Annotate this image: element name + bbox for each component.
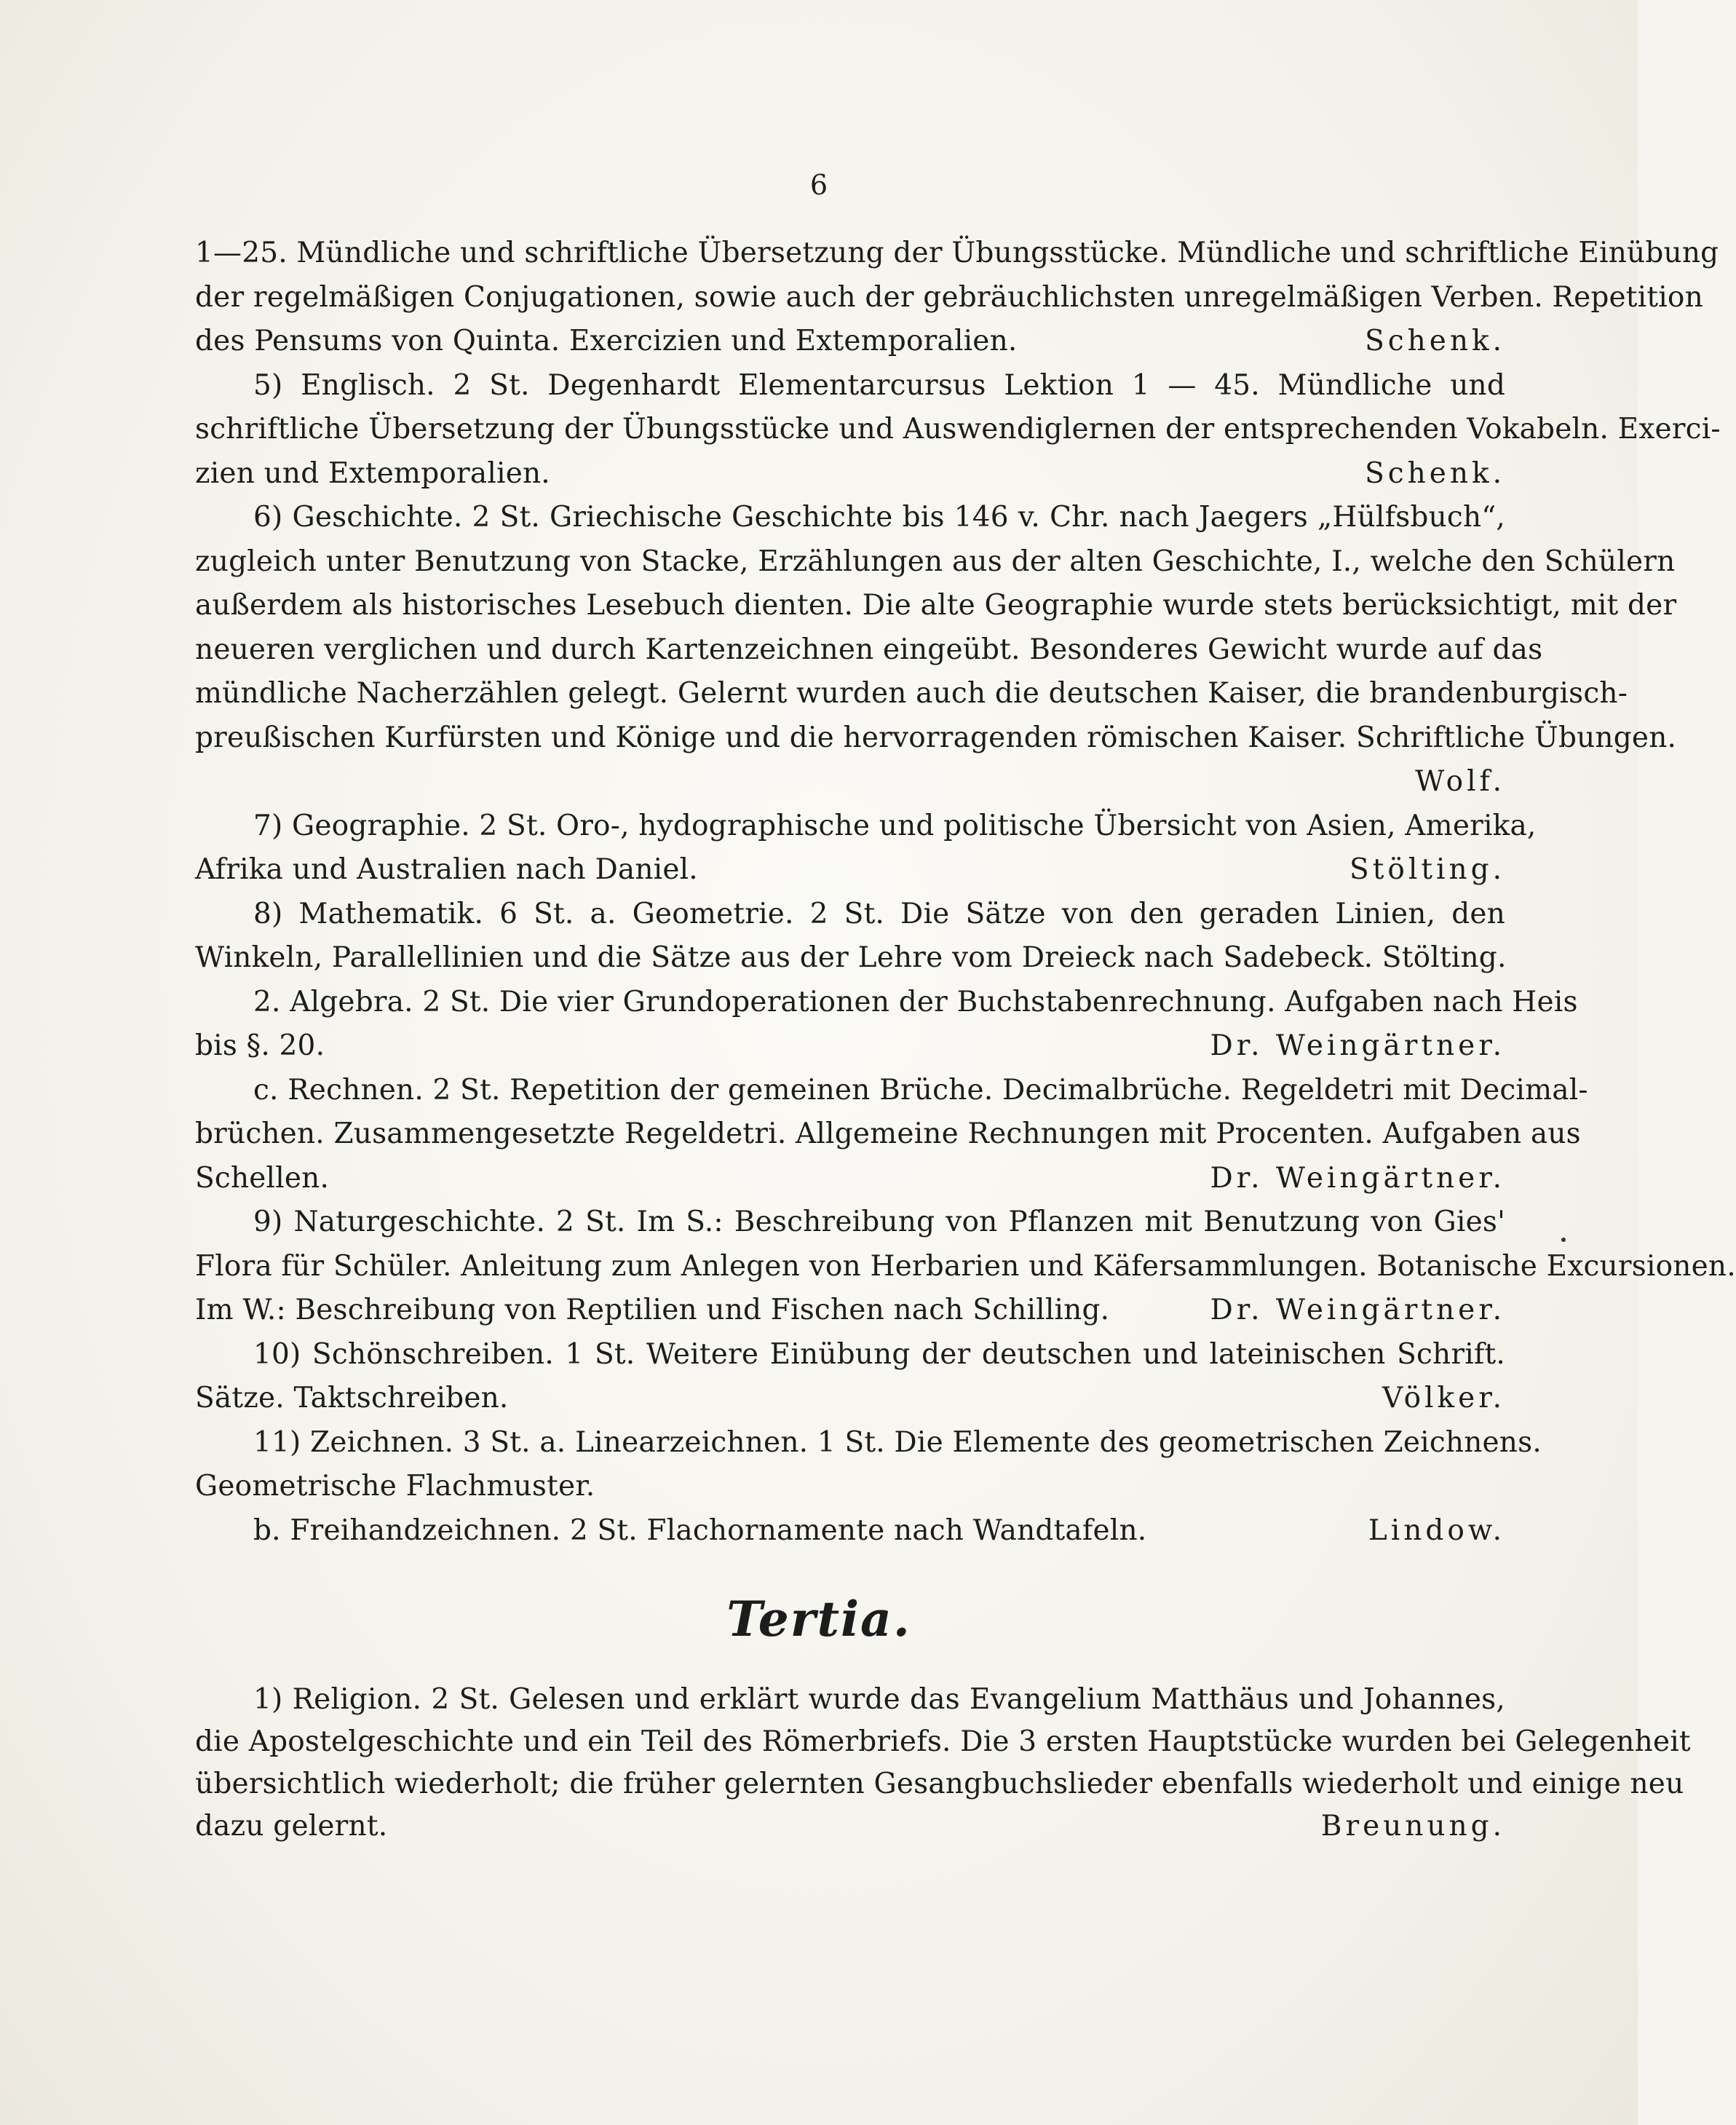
section-heading-tertia: Tertia. (726, 1591, 911, 1647)
text-line (195, 320, 1505, 363)
line-text: 11) Zeichnen. 3 St. a. Linearzeichnen. 1 St. Die Elemente des geometrischen Zeichnens. (253, 1425, 1542, 1459)
text-line (253, 1069, 1588, 1112)
text-line (195, 936, 1505, 980)
line-text: zien und Extemporalien. (195, 456, 550, 490)
line-text: brüchen. Zusammengesetzte Regeldetri. Allgemeine Rechnungen mit Procenten. Aufgaben aus (195, 1117, 1581, 1150)
line-text: Flora für Schüler. Anleitung zum Anlegen von Herbarien und Käfersammlungen. Botanische Excursionen. (195, 1249, 1736, 1283)
page-number: 6 (809, 169, 828, 201)
text-line (253, 981, 1578, 1024)
line-text: 9) Naturgeschichte. 2 St. Im S.: Beschreibung von Pflanzen mit Benutzung von Gies' (253, 1206, 1505, 1238)
line-text: mündliche Nacherzählen gelegt. Gelernt wurden auch die deutschen Kaiser, die brandenburgisch- (195, 677, 1628, 710)
text-line (253, 1200, 1505, 1244)
text-line (253, 496, 1505, 539)
line-text: der regelmäßigen Conjugationen, sowie auch der gebräuchlichsten unregelmäßigen Verben. Repetition (195, 280, 1703, 314)
line-text: Afrika und Australien nach Daniel. (195, 853, 698, 886)
line-text: die Apostelgeschichte und ein Teil des Römerbriefs. Die 3 ersten Hauptstücke wurden bei Gelegenheit (195, 1725, 1691, 1758)
line-text: außerdem als historisches Lesebuch dienten. Die alte Geographie wurde stets berücksichtigt, mit der (195, 589, 1677, 622)
line-text: Geometrische Flachmuster. (195, 1470, 595, 1503)
text-line (195, 1465, 1505, 1508)
line-text: Sätze. Taktschreiben. (195, 1382, 509, 1414)
text-line (195, 584, 1677, 628)
line-text: schriftliche Übersetzung der Übungsstücke und Auswendiglernen der entsprechenden Vokabeln. Exerci- (195, 413, 1721, 446)
line-text: b. Freihandzeichnen. 2 St. Flachornamente nach Wandtafeln. (253, 1513, 1147, 1547)
text-line (195, 1720, 1691, 1764)
teacher-name: Wolf. (1415, 765, 1505, 798)
text-line (195, 1112, 1581, 1156)
text-line (253, 1678, 1505, 1722)
text-line (195, 452, 1505, 496)
text-line (195, 672, 1628, 716)
line-text: preußischen Kurfürsten und Könige und die hervorragenden römischen Kaiser. Schriftliche Übungen. (195, 721, 1677, 754)
teacher-name: Schenk. (1365, 456, 1505, 490)
line-text: 1) Religion. 2 St. Gelesen und erklärt wurde das Evangelium Matthäus und Johannes, (253, 1683, 1505, 1716)
line-text: 2. Algebra. 2 St. Die vier Grundoperationen der Buchstabenrechnung. Aufgaben nach Heis (253, 985, 1578, 1018)
line-text: 7) Geographie. 2 St. Oro-, hydographische und politische Übersicht von Asien, Amerika, (253, 809, 1537, 842)
teacher-name: Völker. (1382, 1382, 1505, 1414)
line-text: Schellen. (195, 1161, 330, 1195)
teacher-name: Schenk. (1365, 325, 1505, 357)
text-line (253, 804, 1537, 848)
text-line (195, 232, 1719, 275)
text-line (195, 1762, 1684, 1806)
line-text: übersichtlich wiederholt; die früher gelernten Gesangbuchslieder ebenfalls wiederholt und einige neu (195, 1768, 1684, 1800)
teacher-name: Breunung. (1320, 1810, 1505, 1843)
teacher-name: Dr. Weingärtner. (1210, 1161, 1505, 1195)
teacher-name: Stölting. (1349, 853, 1505, 886)
line-text: des Pensums von Quinta. Exercizien und Extemporalien. (195, 325, 1018, 357)
text-line (253, 364, 1505, 408)
line-text: 1—25. Mündliche und schriftliche Übersetzung der Übungsstücke. Mündliche und schriftliche Einübung (195, 237, 1719, 269)
text-line (195, 628, 1543, 672)
line-text: 8) Mathematik. 6 St. a. Geometrie. 2 St. Die Sätze von den geraden Linien, den (253, 897, 1505, 930)
teacher-name: Dr. Weingärtner. (1210, 1029, 1505, 1062)
line-text: Winkeln, Parallellinien und die Sätze aus der Lehre vom Dreieck nach Sadebeck. Stölting. (195, 941, 1507, 974)
text-line (195, 1157, 1505, 1200)
text-line (195, 1024, 1505, 1068)
line-text: 6) Geschichte. 2 St. Griechische Geschichte bis 146 v. Chr. nach Jaegers „Hülfsbuch“, (253, 501, 1505, 534)
teacher-name: Dr. Weingärtner. (1210, 1294, 1505, 1326)
text-line (195, 1805, 1505, 1848)
teacher-name: Lindow. (1368, 1513, 1505, 1547)
text-line (195, 540, 1676, 584)
text-line (253, 1421, 1542, 1465)
line-text: zugleich unter Benutzung von Stacke, Erzählungen aus der alten Geschichte, I., welche den Schülern (195, 545, 1676, 578)
line-text: bis §. 20. (195, 1029, 325, 1062)
line-text: dazu gelernt. (195, 1810, 388, 1843)
line-text: neueren verglichen und durch Kartenzeichnen eingeübt. Besonderes Gewicht wurde auf das (195, 633, 1543, 666)
line-text: Im W.: Beschreibung von Reptilien und Fischen nach Schilling. (195, 1294, 1110, 1326)
text-line (195, 760, 1505, 804)
text-line (253, 893, 1505, 936)
text-line (195, 848, 1505, 892)
line-text: 10) Schönschreiben. 1 St. Weitere Einübung der deutschen und lateinischen Schrift. (253, 1337, 1505, 1371)
text-line (195, 408, 1721, 451)
text-line (253, 1509, 1505, 1553)
line-text: 5) Englisch. 2 St. Degenhardt Elementarcursus Lektion 1 — 45. Mündliche und (253, 368, 1505, 402)
text-line (195, 276, 1703, 320)
text-line (253, 1333, 1505, 1377)
line-text: c. Rechnen. 2 St. Repetition der gemeinen Brüche. Decimalbrüche. Regeldetri mit Decimal- (253, 1073, 1588, 1107)
ink-speck (1561, 1238, 1566, 1242)
text-line (195, 1377, 1505, 1420)
text-line (195, 716, 1677, 760)
text-line (195, 1289, 1505, 1332)
text-line (195, 1245, 1736, 1289)
